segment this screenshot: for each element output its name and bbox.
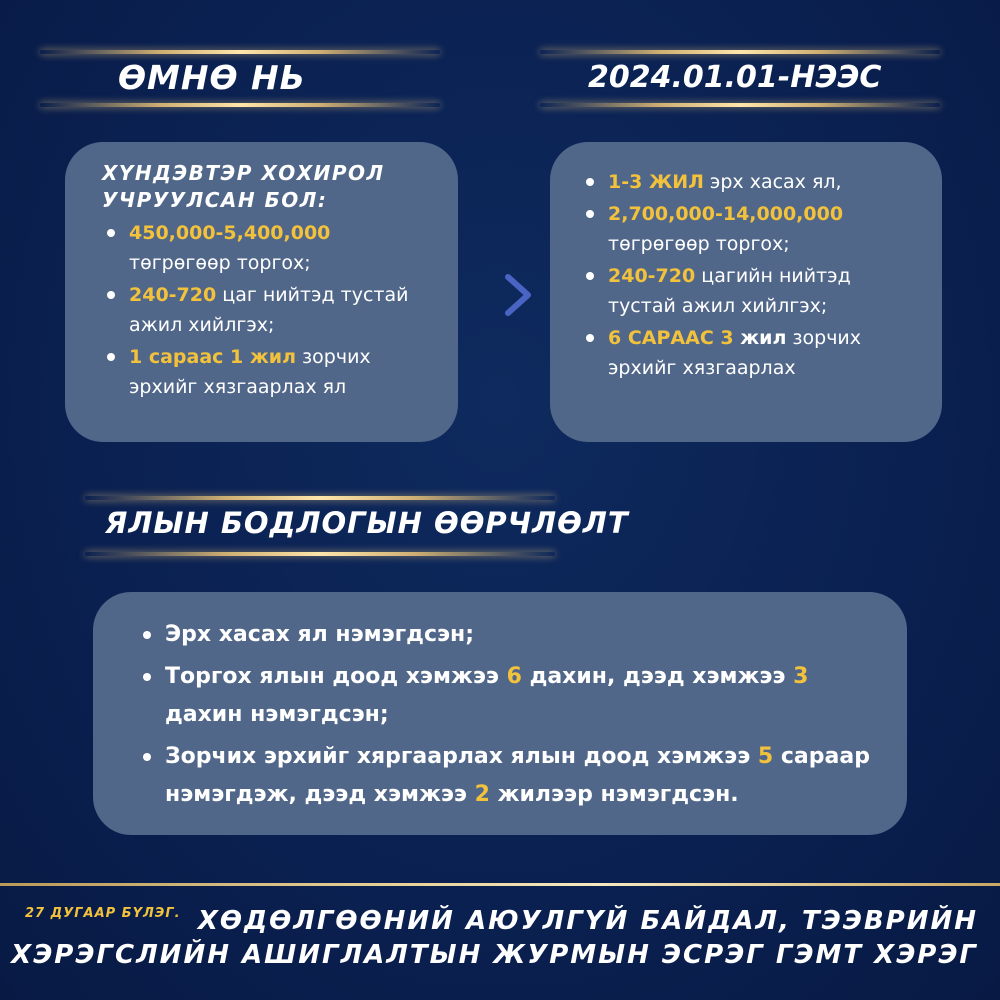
policy-glow-bottom: [85, 552, 555, 556]
list-item: 1 сараас 1 жил зорчих эрхийг хязгаарлах ял: [129, 342, 438, 402]
after-list: [608, 167, 922, 383]
heading-glow-bottom-left: [40, 103, 440, 107]
before-list: [129, 218, 438, 402]
heading-glow-top-left: [40, 50, 440, 54]
after-card: [550, 142, 942, 442]
footer-title-line2: ХЭРЭГСЛИЙН АШИГЛАЛТЫН ЖУРМЫН ЭСРЭГ ГЭМТ ХЭРЭГ: [11, 940, 978, 970]
list-item: 2,700,000-14,000,000 төгрөгөөр торгох;: [608, 199, 922, 259]
policy-glow-top: [85, 496, 555, 500]
list-item: 6 САРААС 3 жил зорчих эрхийг хязгаарлах: [608, 323, 922, 383]
list-item: 240-720 цагийн нийтэд тустай ажил хийлгэх;: [608, 261, 922, 321]
chapter-label: 27 ДУГААР БҮЛЭГ.: [25, 906, 181, 921]
footer-divider: [0, 883, 1000, 886]
before-heading: ӨМНӨ НЬ: [118, 58, 306, 97]
list-item: 450,000-5,400,000 төгрөгөөр торгох;: [129, 218, 438, 278]
policy-card: [93, 592, 907, 835]
heading-glow-top-right: [540, 50, 940, 54]
arrow-right-icon: [466, 270, 536, 320]
before-card: [65, 142, 458, 442]
policy-heading: ЯЛЫН БОДЛОГЫН ӨӨРЧЛӨЛТ: [105, 506, 629, 540]
list-item: 240-720 цаг нийтэд тустай ажил хийлгэх;: [129, 280, 438, 340]
policy-list: [165, 616, 877, 814]
before-card-title: ХҮНДЭВТЭР ХОХИРОЛ УЧРУУЛСАН БОЛ:: [102, 161, 385, 212]
footer-title: [11, 904, 978, 972]
list-item: Эрх хасах ял нэмэгдсэн;: [165, 616, 877, 654]
list-item: Зорчих эрхийг хяргаарлах ялын доод хэмжээ 5 сараар нэмэгдэж, дээд хэмжээ 2 жилээр нэмэгдсэн.: [165, 738, 877, 814]
list-item: Торгох ялын доод хэмжээ 6 дахин, дээд хэмжээ 3 дахин нэмэгдсэн;: [165, 658, 877, 734]
after-heading: 2024.01.01-НЭЭС: [588, 60, 882, 95]
list-item: 1-3 ЖИЛ эрх хасах ял,: [608, 167, 922, 197]
heading-glow-bottom-right: [540, 103, 940, 107]
footer-title-line1: ХӨДӨЛГӨӨНИЙ АЮУЛГҮЙ БАЙДАЛ, ТЭЭВРИЙН: [197, 906, 978, 936]
